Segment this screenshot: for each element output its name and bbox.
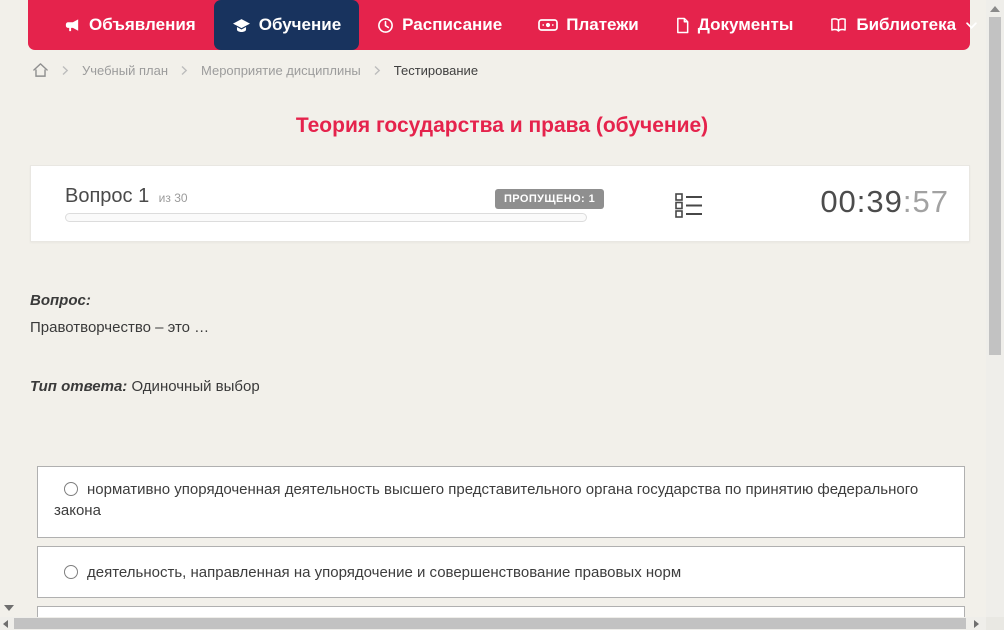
breadcrumb <box>32 62 478 78</box>
breadcrumb-item-testing: Тестирование <box>393 62 479 78</box>
nav-tab-label: Расписание <box>402 15 503 34</box>
open-book-icon <box>829 17 848 33</box>
answer-type-label: Тип ответа: <box>30 378 128 395</box>
graduation-cap-icon <box>232 17 251 34</box>
home-icon[interactable] <box>32 62 49 78</box>
radio-button-icon[interactable] <box>64 565 78 579</box>
progress-bar <box>65 213 587 222</box>
vertical-scrollbar[interactable] <box>986 0 1004 617</box>
banknote-icon <box>538 17 558 33</box>
question-total: из 30 <box>158 191 188 205</box>
skipped-badge: ПРОПУЩЕНО: 1 <box>495 189 604 209</box>
timer-hours-minutes: 00:39 <box>820 184 903 219</box>
answer-option[interactable] <box>37 466 965 538</box>
answer-option-text: деятельность, направленная на упорядочение и совершенствование правовых норм <box>87 564 682 581</box>
answer-option-text: нормативно упорядоченная деятельность высшего представительного органа государства по принятию федерального закона <box>54 481 919 519</box>
horizontal-scrollbar[interactable] <box>0 617 986 630</box>
page-title: Теория государства и права (обучение) <box>295 114 709 137</box>
nav-tab-payments[interactable] <box>520 0 657 50</box>
question-block <box>30 292 930 338</box>
breadcrumb-item-discipline-event[interactable]: Мероприятие дисциплины <box>201 62 361 78</box>
question-text: Правотворчество – это … <box>30 319 210 336</box>
breadcrumb-chevron-icon <box>374 65 381 76</box>
scrollbar-corner <box>986 617 1004 630</box>
nav-tab-learning[interactable] <box>214 0 359 50</box>
nav-tab-announcements[interactable] <box>46 0 214 50</box>
question-list-button[interactable] <box>675 192 703 219</box>
vertical-scrollbar-thumb[interactable] <box>989 17 1001 355</box>
scroll-up-arrow-icon[interactable] <box>990 6 1000 12</box>
horizontal-scrollbar-thumb[interactable] <box>14 618 966 629</box>
breadcrumb-item-curriculum[interactable]: Учебный план <box>82 62 168 78</box>
nav-tab-schedule[interactable] <box>359 0 520 50</box>
answer-type-row <box>30 378 260 395</box>
megaphone-icon <box>64 17 81 34</box>
nav-tab-label: Обучение <box>258 15 342 34</box>
document-icon <box>675 17 690 34</box>
nav-tab-label: Документы <box>697 15 794 34</box>
scroll-left-arrow-icon[interactable] <box>3 620 8 628</box>
question-panel <box>30 165 970 242</box>
breadcrumb-chevron-icon <box>181 65 188 76</box>
scroll-right-arrow-icon[interactable] <box>974 620 979 628</box>
main-navbar <box>28 0 970 50</box>
breadcrumb-chevron-icon <box>62 65 69 76</box>
radio-button-icon[interactable] <box>64 482 78 496</box>
nav-tab-label: Библиотека <box>856 15 957 34</box>
nav-tab-label: Объявления <box>89 15 196 34</box>
countdown-timer <box>820 184 949 220</box>
nav-tab-label: Платежи <box>566 15 639 34</box>
chevron-down-icon <box>966 22 977 29</box>
question-counter <box>65 185 188 208</box>
clock-icon <box>377 17 394 34</box>
timer-seconds: :57 <box>902 184 949 219</box>
answer-type-value: Одиночный выбор <box>131 378 260 395</box>
question-caption: Вопрос: <box>30 292 91 309</box>
nav-tab-library[interactable] <box>811 0 995 50</box>
scroll-down-arrow-icon[interactable] <box>4 605 14 611</box>
nav-tab-documents[interactable] <box>657 0 812 50</box>
answer-option[interactable] <box>37 546 965 598</box>
question-number: Вопрос 1 <box>65 185 150 207</box>
